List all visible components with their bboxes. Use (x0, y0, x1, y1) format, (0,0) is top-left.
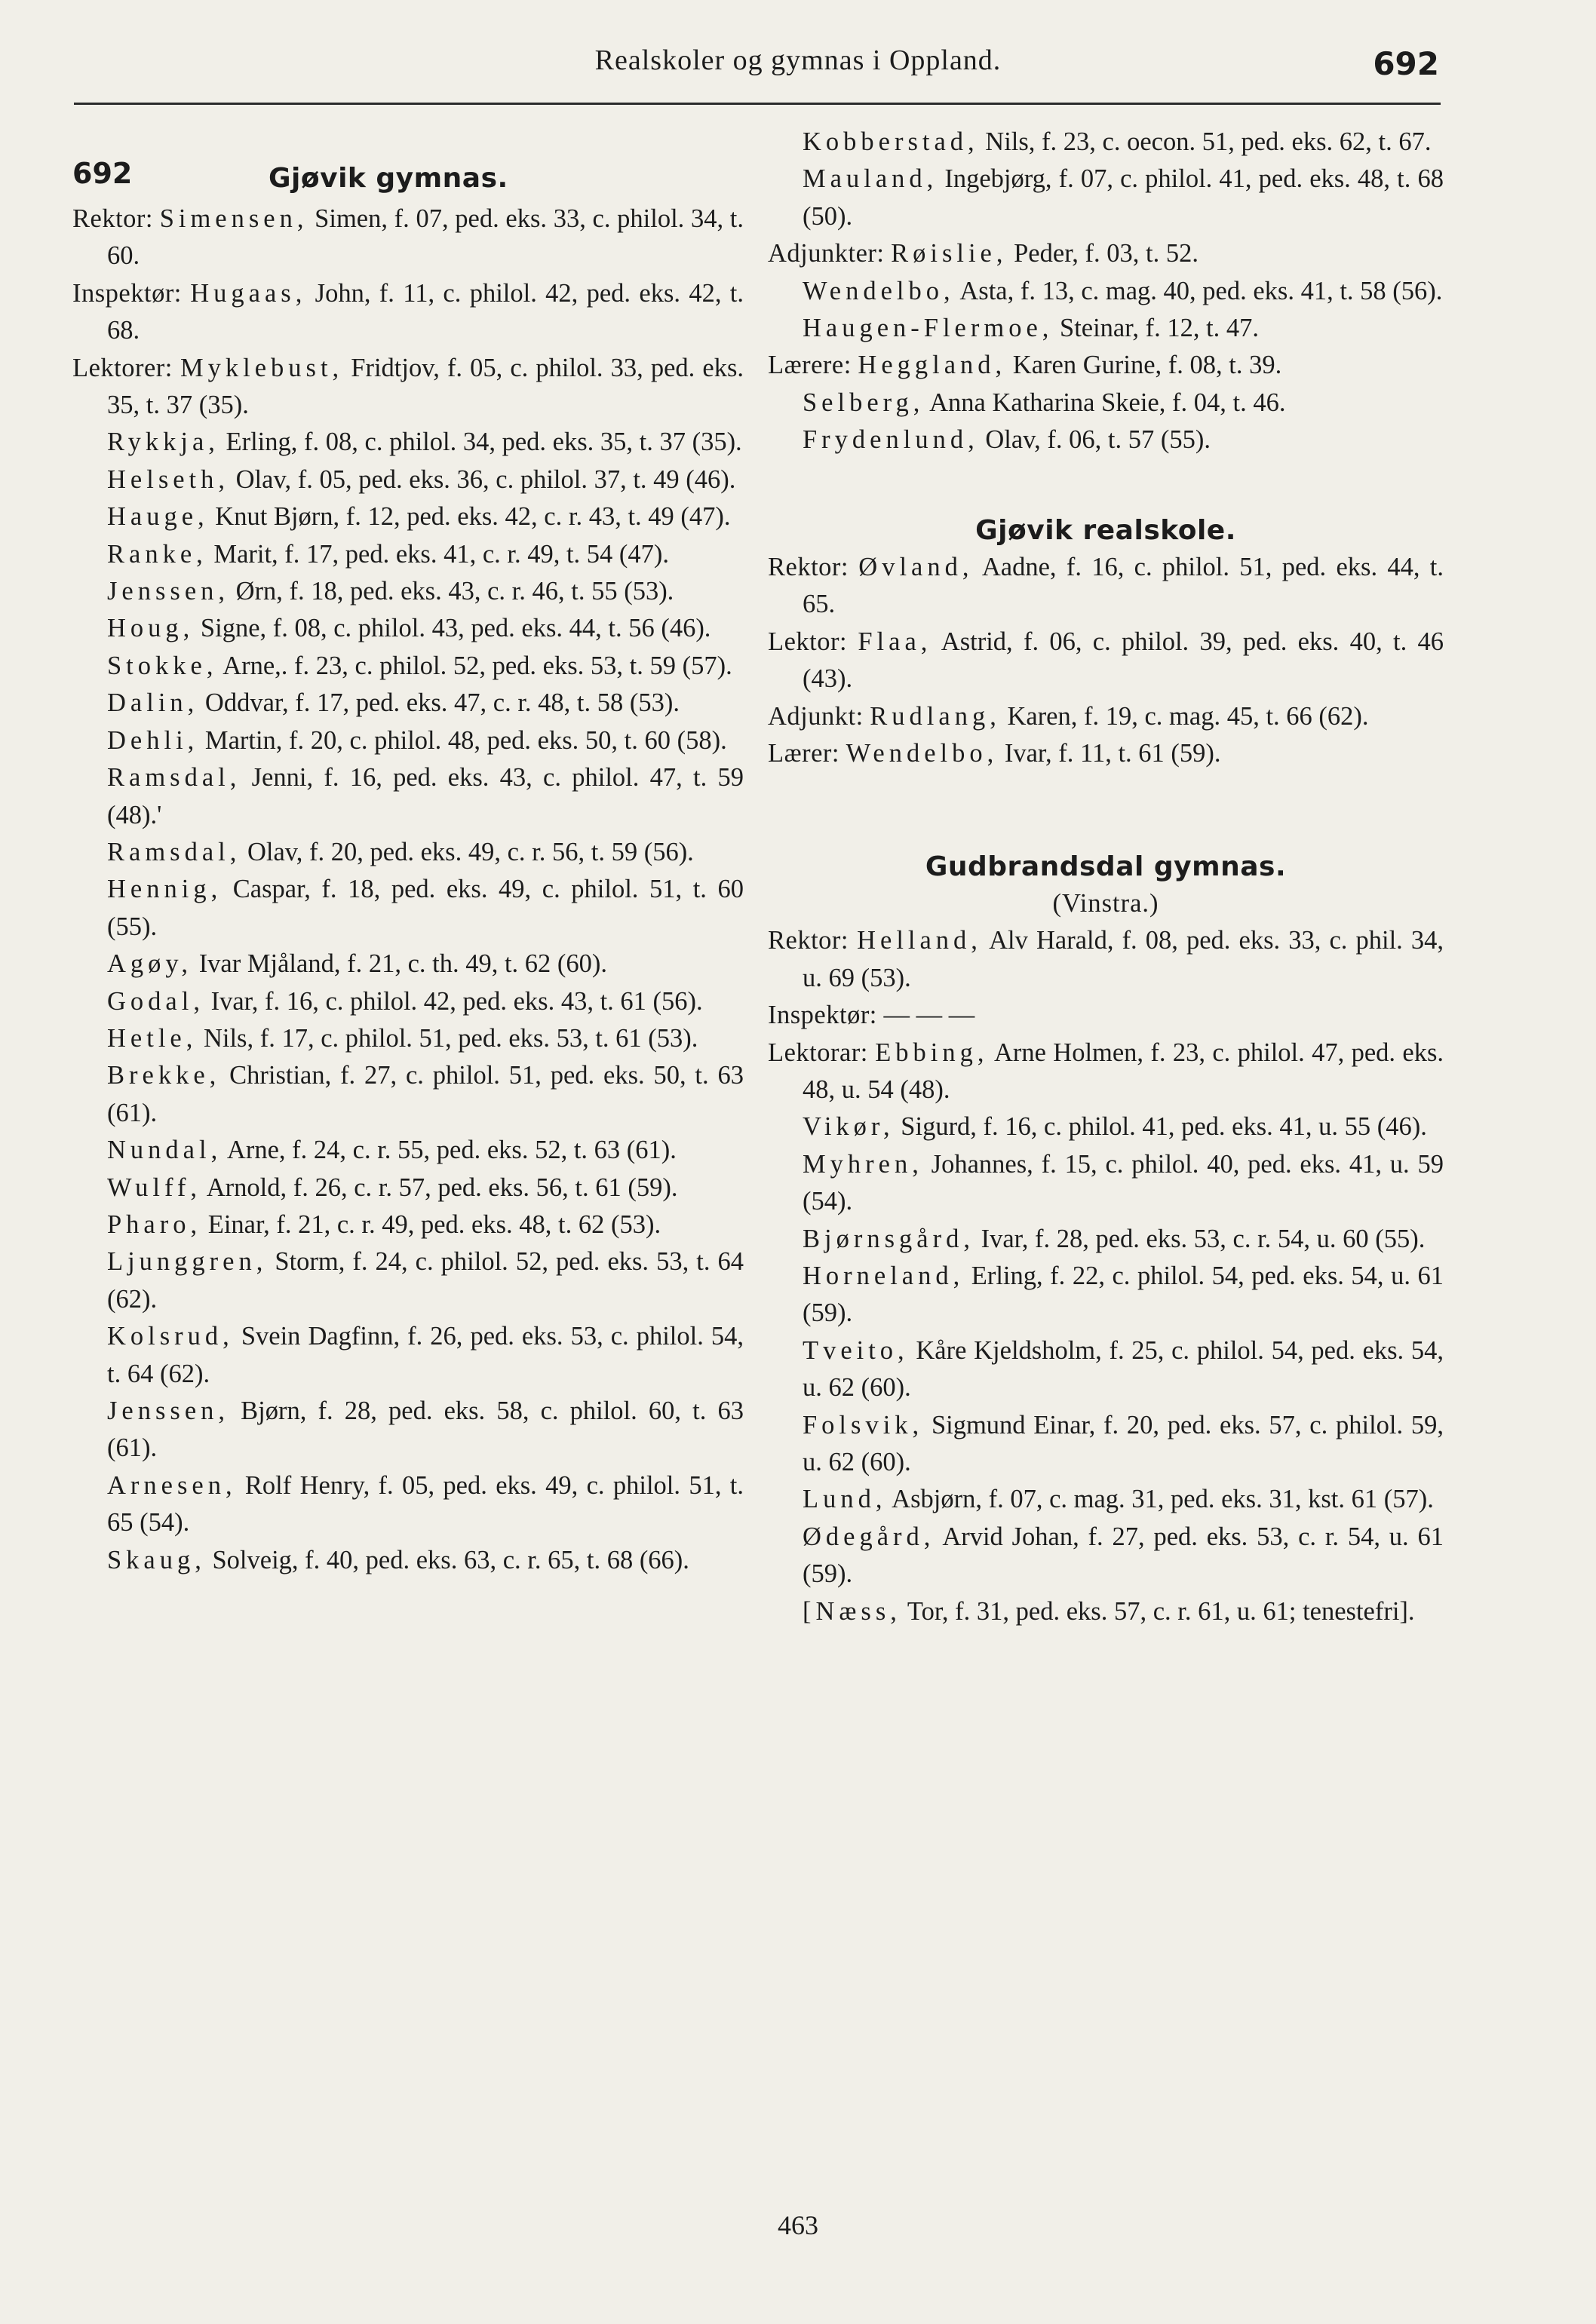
staff-details: Erling, f. 22, c. philol. 54, ped. eks. 54, u. 61 (59). (803, 1261, 1444, 1328)
staff-details: Olav, f. 20, ped. eks. 49, c. r. 56, t. 59 (56). (241, 837, 694, 866)
section-title-gjovik-gymnas: Gjøvik gymnas. (269, 163, 508, 194)
staff-details: Asta, f. 13, c. mag. 40, ped. eks. 41, t. 58 (56). (954, 276, 1443, 305)
staff-surname: Myklebust, (180, 353, 344, 382)
staff-surname: Stokke, (107, 651, 218, 680)
header-rule (74, 103, 1441, 105)
list-item (72, 946, 744, 983)
list-item (768, 422, 1444, 458)
staff-surname: Øvland, (858, 553, 974, 582)
staff-role: Rektor: (72, 204, 153, 233)
list-item (72, 424, 744, 461)
list-item (72, 498, 744, 535)
right-column (768, 124, 1444, 1630)
list-item (768, 1593, 1444, 1630)
staff-details: Ivar, f. 11, t. 61 (59). (998, 739, 1221, 768)
staff-role: Lektorer: (72, 353, 173, 382)
staff-details: Marit, f. 17, ped. eks. 41, c. r. 49, t. 54 (47). (207, 539, 670, 569)
staff-role: Lektor: (768, 627, 848, 656)
list-item (768, 1221, 1444, 1258)
staff-surname: Dehli, (107, 725, 199, 755)
staff-surname: Ebbing, (875, 1038, 989, 1067)
list-item (768, 235, 1444, 272)
list-item (72, 1243, 744, 1318)
staff-surname: Helseth, (107, 464, 230, 494)
list-item (768, 1146, 1444, 1221)
staff-role: Rektor: (768, 926, 849, 955)
staff-details: Svein Dagfinn, f. 26, ped. eks. 53, c. philol. 54, t. 64 (62). (107, 1322, 744, 1388)
staff-surname: Brekke, (107, 1061, 221, 1090)
staff-role: Inspektør: (768, 1001, 877, 1030)
staff-details: Signe, f. 08, c. philol. 43, ped. eks. 44, t. 56 (46). (194, 614, 711, 643)
staff-surname: Myhren, (803, 1149, 923, 1179)
staff-surname: Røislie, (891, 239, 1008, 268)
list-item (72, 1057, 744, 1132)
staff-details: Olav, f. 05, ped. eks. 36, c. philol. 37, t. 49 (46). (229, 464, 736, 494)
staff-surname: Selberg, (803, 388, 925, 417)
page-reference: 692 (1373, 45, 1439, 82)
staff-surname: Arnesen, (107, 1470, 237, 1500)
list-item (768, 1035, 1444, 1109)
staff-surname: Flaa, (858, 627, 932, 656)
list-item (72, 1467, 744, 1542)
staff-surname: Folsvik, (803, 1410, 924, 1439)
staff-surname: Haugen-Flermoe, (803, 314, 1054, 343)
staff-details: Oddvar, f. 17, ped. eks. 47, c. r. 48, t. 58 (53). (198, 688, 680, 718)
list-item (72, 610, 744, 647)
list-item (768, 549, 1444, 624)
list-item (72, 685, 744, 722)
staff-surname: Kolsrud, (107, 1322, 234, 1351)
staff-details: Arne, f. 24, c. r. 55, ped. eks. 52, t. 63 (61). (222, 1136, 677, 1165)
staff-details: Storm, f. 24, c. philol. 52, ped. eks. 53, t. 64 (62). (107, 1247, 744, 1314)
staff-surname: Skaug, (107, 1545, 206, 1574)
staff-surname: Jenssen, (107, 1397, 230, 1425)
list-item (768, 1519, 1444, 1593)
staff-details: Caspar, f. 18, ped. eks. 49, c. philol. 51, t. 60 (55). (107, 875, 744, 941)
list-item (72, 1020, 744, 1057)
staff-surname: Godal, (107, 986, 204, 1016)
list-item (72, 759, 744, 834)
page-number: 463 (778, 2210, 818, 2240)
staff-role: Lektorar: (768, 1038, 868, 1067)
staff-surname: Ramsdal, (107, 763, 241, 793)
staff-surname: Hennig, (107, 875, 223, 904)
staff-role: Lærer: (768, 739, 839, 768)
staff-list-continued (768, 124, 1444, 459)
section-title-gjovik-realskole: Gjøvik realskole. (975, 514, 1236, 546)
staff-details: Arne,. f. 23, c. philol. 52, ped. eks. 53, t. 59 (57). (217, 651, 732, 680)
staff-details: Asbjørn, f. 07, c. mag. 31, ped. eks. 31, kst. 61 (57). (886, 1485, 1434, 1514)
list-item (768, 1332, 1444, 1407)
list-item (72, 350, 744, 425)
staff-role: Inspektør: (72, 278, 182, 308)
list-item (72, 871, 744, 946)
list-item (72, 573, 744, 610)
staff-details: Astrid, f. 06, c. philol. 39, ped. eks. 40, t. 46 (43). (803, 627, 1444, 694)
staff-surname: Horneland, (803, 1261, 965, 1290)
staff-details: Karen Gurine, f. 08, t. 39. (1006, 351, 1282, 380)
list-item (768, 997, 1444, 1034)
staff-surname: Hauge, (107, 502, 209, 532)
staff-details: Alv Harald, f. 08, ped. eks. 33, c. phil. 34, u. 69 (53). (803, 926, 1444, 992)
staff-role: Adjunkt: (768, 701, 864, 731)
list-item (768, 735, 1444, 772)
staff-surname: Pharo, (107, 1210, 202, 1239)
staff-list-gjovik-gymnas (72, 201, 744, 1579)
list-item (768, 698, 1444, 735)
staff-details: Ivar, f. 28, ped. eks. 53, c. r. 54, u. 60 (55). (974, 1224, 1426, 1253)
staff-role: Adjunkter: (768, 239, 885, 268)
list-item (72, 1542, 744, 1579)
running-title: Realskoler og gymnas i Oppland. (594, 44, 1002, 76)
staff-list-gjovik-realskole (768, 549, 1444, 772)
list-item (72, 536, 744, 573)
staff-details: Jenni, f. 16, ped. eks. 43, c. philol. 47, t. 59 (48).' (107, 763, 744, 829)
staff-details: Solveig, f. 40, ped. eks. 63, c. r. 65, t. 68 (66). (205, 1545, 689, 1574)
staff-details: Tor, f. 31, ped. eks. 57, c. r. 61, u. 61; tenestefri]. (901, 1596, 1415, 1626)
section-number: 692 (72, 157, 133, 190)
staff-details: Ivar, f. 16, c. philol. 42, ped. eks. 43, t. 61 (56). (204, 986, 703, 1016)
staff-details: Karen, f. 19, c. mag. 45, t. 66 (62). (1000, 701, 1369, 731)
staff-surname: Rykkja, (107, 428, 219, 457)
section-subtitle-vinstra: (Vinstra.) (1052, 888, 1159, 918)
staff-details: Arnold, f. 26, c. r. 57, ped. eks. 56, t. 61 (59). (201, 1173, 678, 1202)
list-item (72, 461, 744, 498)
staff-surname: Vikør, (803, 1112, 895, 1142)
staff-role: Rektor: (768, 553, 849, 582)
staff-details: Ivar Mjåland, f. 21, c. th. 49, t. 62 (60). (192, 949, 608, 979)
staff-details: Ørn, f. 18, ped. eks. 43, c. r. 46, t. 55 (53). (229, 577, 674, 606)
list-item (768, 1407, 1444, 1482)
staff-details: Kåre Kjeldsholm, f. 25, c. philol. 54, ped. eks. 54, u. 62 (60). (803, 1335, 1444, 1403)
staff-surname: Frydenlund, (803, 425, 979, 455)
list-item (768, 385, 1444, 422)
staff-surname: Wendelbo, (803, 276, 955, 305)
list-item (72, 648, 744, 685)
staff-surname: Bjørnsgård, (803, 1224, 974, 1253)
staff-details: Erling, f. 08, c. philol. 34, ped. eks. 35, t. 37 (35). (219, 428, 742, 457)
staff-surname: Simensen, (159, 204, 308, 233)
staff-surname: Tveito, (803, 1335, 909, 1365)
staff-details: Nils, f. 17, c. philol. 51, ped. eks. 53, t. 61 (53). (197, 1023, 698, 1053)
section-title-gudbrandsdal-gymnas: Gudbrandsdal gymnas. (925, 851, 1287, 882)
staff-surname: Jenssen, (107, 577, 230, 606)
list-item (768, 922, 1444, 997)
staff-details: Arvid Johan, f. 27, ped. eks. 53, c. r. 54, u. 61 (59). (803, 1522, 1444, 1589)
list-item (72, 1170, 744, 1206)
staff-details: — — — (883, 1001, 975, 1030)
staff-surname: Kobberstad, (803, 127, 979, 156)
staff-surname: Mauland, (803, 164, 938, 194)
list-item (72, 1393, 744, 1467)
staff-surname: Hugaas, (190, 278, 307, 308)
list-item (72, 834, 744, 871)
staff-surname: Ranke, (107, 539, 207, 569)
list-item (768, 624, 1444, 698)
list-item (768, 124, 1444, 161)
list-item (72, 275, 744, 350)
list-item (72, 1318, 744, 1393)
staff-details: Peder, f. 03, t. 52. (1007, 239, 1199, 268)
staff-details: Bjørn, f. 28, ped. eks. 58, c. philol. 60, t. 63 (61). (107, 1397, 744, 1463)
staff-surname: Heggland, (858, 351, 1007, 380)
list-item (72, 1206, 744, 1243)
staff-surname: Nundal, (107, 1136, 223, 1165)
list-item (72, 722, 744, 759)
staff-details: Olav, f. 06, t. 57 (55). (978, 425, 1211, 455)
staff-surname: Ljunggren, (107, 1247, 268, 1277)
staff-details: Sigurd, f. 16, c. philol. 41, ped. eks. 41, u. 55 (46). (894, 1112, 1427, 1142)
staff-details: Rolf Henry, f. 05, ped. eks. 49, c. philol. 51, t. 65 (54). (107, 1470, 744, 1538)
staff-details: John, f. 11, c. philol. 42, ped. eks. 42, t. 68. (107, 278, 744, 345)
staff-details: Einar, f. 21, c. r. 49, ped. eks. 48, t. 62 (53). (201, 1210, 661, 1239)
staff-surname: Rudlang, (870, 701, 1001, 731)
list-item (768, 1481, 1444, 1518)
staff-surname: Agøy, (107, 949, 193, 979)
staff-details: Steinar, f. 12, t. 47. (1053, 314, 1260, 343)
staff-details: Knut Bjørn, f. 12, ped. eks. 42, c. r. 43, t. 49 (47). (208, 502, 731, 532)
list-item (768, 310, 1444, 347)
staff-details: Ingebjørg, f. 07, c. philol. 41, ped. eks. 48, t. 68 (50). (803, 164, 1444, 231)
list-item (768, 1258, 1444, 1332)
staff-role: Lærere: (768, 351, 852, 380)
staff-surname: Houg, (107, 614, 195, 643)
staff-surname: Ødegård, (803, 1522, 935, 1551)
staff-details: Nils, f. 23, c. oecon. 51, ped. eks. 62, t. 67. (978, 127, 1432, 156)
staff-surname: Helland, (857, 926, 982, 955)
staff-details: Arne Holmen, f. 23, c. philol. 47, ped. eks. 48, u. 54 (48). (803, 1038, 1444, 1104)
staff-details: Johannes, f. 15, c. philol. 40, ped. eks. 41, u. 59 (54). (803, 1149, 1444, 1216)
list-item (768, 161, 1444, 235)
staff-surname: Lund, (803, 1485, 887, 1514)
staff-list-gudbrandsdal-gymnas (768, 922, 1444, 1630)
staff-details: Anna Katharina Skeie, f. 04, t. 46. (924, 388, 1286, 417)
staff-details: Martin, f. 20, c. philol. 48, ped. eks. 50, t. 60 (58). (198, 725, 727, 755)
list-item (768, 1108, 1444, 1145)
staff-surname: Ramsdal, (107, 837, 241, 866)
staff-surname: Dalin, (107, 688, 199, 718)
staff-details: Aadne, f. 16, c. philol. 51, ped. eks. 44, t. 65. (803, 553, 1444, 619)
staff-details: Christian, f. 27, c. philol. 51, ped. eks. 50, t. 63 (61). (107, 1061, 744, 1127)
list-item (768, 347, 1444, 384)
staff-details: Sigmund Einar, f. 20, ped. eks. 57, c. philol. 59, u. 62 (60). (803, 1410, 1444, 1476)
staff-details: Fridtjov, f. 05, c. philol. 33, ped. eks. 35, t. 37 (35). (107, 353, 744, 420)
staff-details: Simen, f. 07, ped. eks. 33, c. philol. 34, t. 60. (107, 204, 744, 271)
staff-surname: Hetle, (107, 1023, 198, 1053)
list-item (72, 201, 744, 275)
staff-surname: Wulff, (107, 1173, 201, 1202)
list-item (768, 273, 1444, 310)
staff-surname: Wendelbo, (846, 739, 999, 768)
list-item (72, 1132, 744, 1169)
list-item (72, 983, 744, 1020)
staff-surname: [Næss, (803, 1596, 901, 1626)
